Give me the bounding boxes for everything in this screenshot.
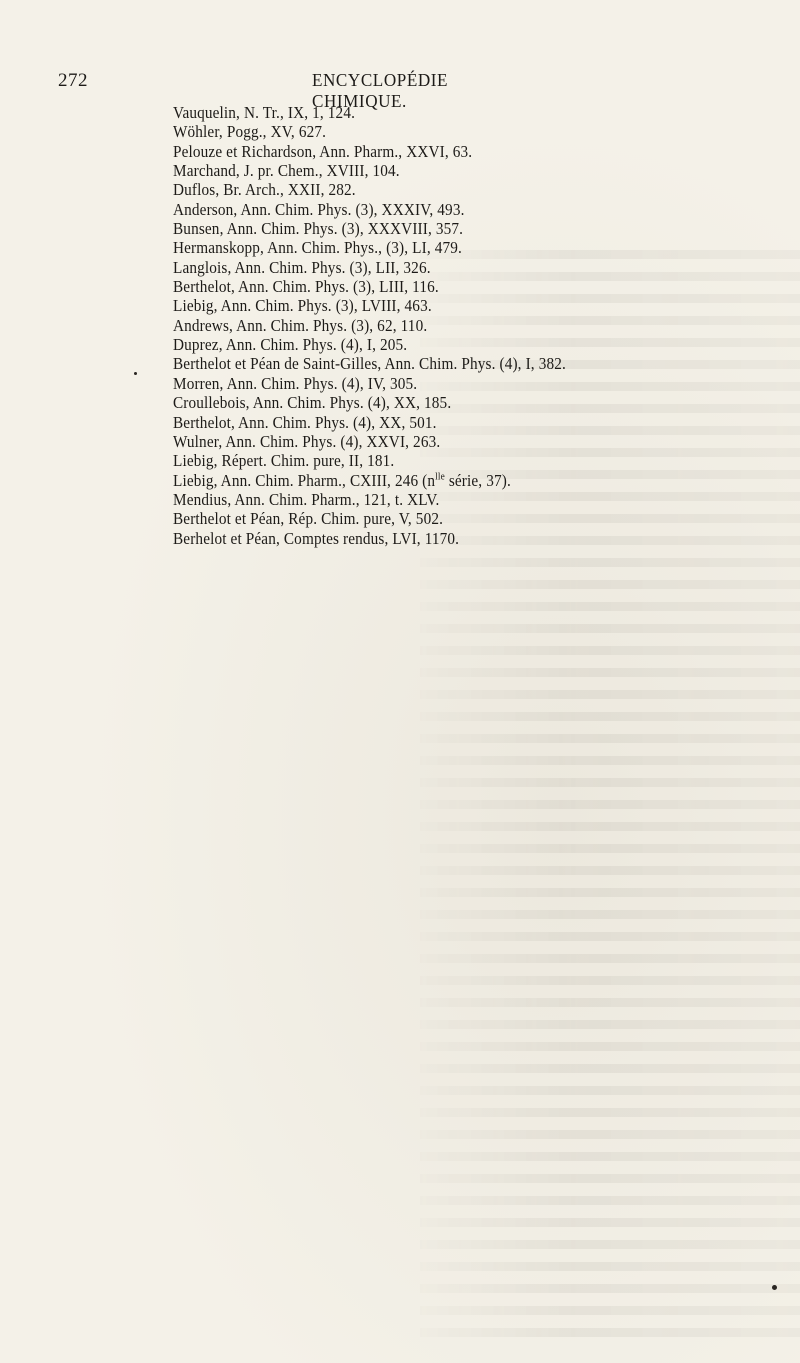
superscript: lle <box>435 471 445 483</box>
reference-item: Liebig, Répert. Chim. pure, II, 181. <box>173 451 395 471</box>
reference-item: Wulner, Ann. Chim. Phys. (4), XXVI, 263. <box>173 431 441 451</box>
reference-item: Berhelot et Péan, Comptes rendus, LVI, 1170. <box>173 528 460 548</box>
reference-item: Croullebois, Ann. Chim. Phys. (4), XX, 185. <box>173 393 452 413</box>
reference-item: Bunsen, Ann. Chim. Phys. (3), XXXVIII, 357. <box>173 219 464 239</box>
page-header <box>58 70 518 111</box>
reference-item: Berthelot, Ann. Chim. Phys. (4), XX, 501. <box>173 412 437 432</box>
reference-item: Vauquelin, N. Tr., IX, 1, 124. <box>173 103 356 122</box>
reference-item: Langlois, Ann. Chim. Phys. (3), LII, 326. <box>173 257 431 277</box>
reference-item: Mendius, Ann. Chim. Pharm., 121, t. XLV. <box>173 489 440 509</box>
reference-item: Berthelot et Péan, Rép. Chim. pure, V, 502. <box>173 509 444 529</box>
reference-item: Berthelot et Péan de Saint-Gilles, Ann. Chim. Phys. (4), I, 382. <box>173 354 566 374</box>
reference-text: série, 37). <box>444 470 511 490</box>
reference-item: Duprez, Ann. Chim. Phys. (4), I, 205. <box>173 335 408 355</box>
reference-item: Berthelot, Ann. Chim. Phys. (3), LIII, 116. <box>173 277 439 297</box>
reference-item: Pelouze et Richardson, Ann. Pharm., XXVI, 63. <box>173 141 473 161</box>
ink-speck <box>772 1285 777 1290</box>
reference-item <box>173 471 566 490</box>
reference-item: Marchand, J. pr. Chem., XVIII, 104. <box>173 161 400 181</box>
reference-item: Andrews, Ann. Chim. Phys. (3), 62, 110. <box>173 315 428 335</box>
reference-item: Morren, Ann. Chim. Phys. (4), IV, 305. <box>173 373 418 393</box>
reference-text: Liebig, Ann. Chim. Pharm., CXIII, 246 (n <box>173 470 436 490</box>
reference-item: Duflos, Br. Arch., XXII, 282. <box>173 180 356 200</box>
reference-item: Hermanskopp, Ann. Chim. Phys., (3), LI, 479. <box>173 238 462 258</box>
page-number: 272 <box>58 70 88 91</box>
reference-item: Liebig, Ann. Chim. Phys. (3), LVIII, 463. <box>173 296 432 316</box>
reference-item: Wöhler, Pogg., XV, 627. <box>173 122 327 142</box>
reference-item: Anderson, Ann. Chim. Phys. (3), XXXIV, 493. <box>173 199 465 219</box>
running-title: ENCYCLOPÉDIE CHIMIQUE. <box>312 70 449 111</box>
ink-speck <box>134 372 137 375</box>
reference-list <box>173 103 596 548</box>
